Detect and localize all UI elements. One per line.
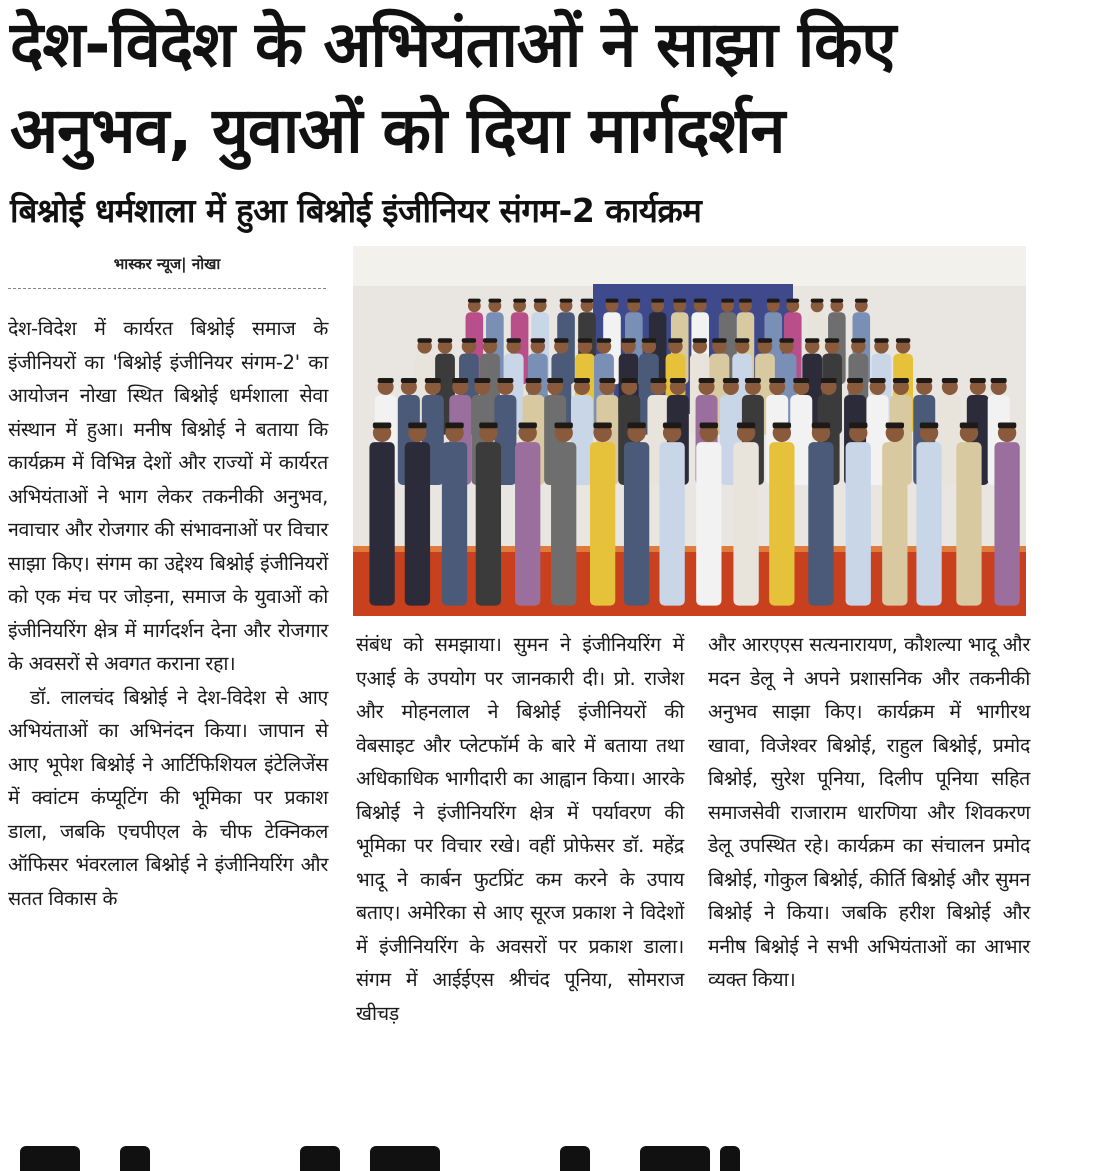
photo-person-hair bbox=[642, 338, 656, 343]
photo-person-hair bbox=[663, 423, 681, 429]
photo-person-hair bbox=[560, 299, 573, 303]
photo-person-hair bbox=[811, 299, 824, 303]
photo-person-hair bbox=[793, 378, 809, 383]
photo-person-hair bbox=[812, 423, 830, 429]
photo-person-hair bbox=[991, 378, 1007, 383]
photo-person-hair bbox=[417, 338, 431, 343]
photo-person-hair bbox=[830, 299, 843, 303]
photo-person-hair bbox=[497, 378, 513, 383]
photo-person-hair bbox=[408, 423, 426, 429]
photo-person-hair bbox=[574, 378, 590, 383]
photo-person-hair bbox=[597, 338, 611, 343]
photo-person-body bbox=[696, 442, 721, 605]
photo-person-body bbox=[551, 442, 576, 605]
photo-person-hair bbox=[606, 299, 619, 303]
photo-person-hair bbox=[519, 423, 537, 429]
photo-person-hair bbox=[960, 423, 978, 429]
photo-person-hair bbox=[821, 378, 837, 383]
photo-person-hair bbox=[627, 423, 645, 429]
photo-person-hair bbox=[870, 378, 886, 383]
photo-person-hair bbox=[893, 378, 909, 383]
photo-person-body bbox=[769, 442, 794, 605]
photo-ceiling bbox=[353, 246, 1026, 286]
photo-person-hair bbox=[779, 338, 793, 343]
photo-person-hair bbox=[970, 378, 986, 383]
photo-person-hair bbox=[694, 299, 707, 303]
photo-person-body bbox=[405, 442, 430, 605]
photo-person-hair bbox=[916, 378, 932, 383]
paragraph: डॉ. लालचंद बिश्नोई ने देश-विदेश से आए अभियंताओं का अभिनंदन किया। जापान से आए भूपेश बिश्नोई ने आर्टिफिशियल इंटेलिजेंस में क्वांटम कंप्यूटिंग की भूमिका पर प्रकाश डाला, जबकि एचपीएल के चीफ टेक्निकल ऑफिसर भंवरलाल बिश्नोई ने इंजीनियरिंग और सतत विकास के bbox=[8, 685, 328, 910]
photo-person-hair bbox=[483, 338, 497, 343]
group-photo bbox=[353, 246, 1026, 616]
photo-person-body bbox=[476, 442, 501, 605]
paragraph: संबंध को समझाया। सुमन ने इंजीनियरिंग में एआई के उपयोग पर जानकारी दी। प्रो. राजेश और मोहनलाल ने बिश्नोई इंजीनियरों की वेबसाइट और प्लेटफॉर्म के बारे में बताया तथा अधिकाधिक भागीदारी का आह्वान किया। आरके बिश्नोई ने इंजीनियरिंग क्षेत्र में पर्यावरण की भूमिका पर विचार रखे। वहीं प्रोफेसर डॉ. महेंद्र भादू ने कार्बन फुटप्रिंट कम करने के उपाय बताए। अमेरिका से आए सूरज प्रकाश ने विदेशों में इंजीनियरिंग के अवसरों पर प्रकाश डाला। संगम में आईईएस श्रीचंद पूनिया, सोमराज खीचड़ bbox=[356, 633, 684, 1025]
photo-person-hair bbox=[849, 423, 867, 429]
photo-person-hair bbox=[712, 338, 726, 343]
photo-person-body bbox=[916, 442, 941, 605]
photo-person-hair bbox=[739, 299, 752, 303]
photo-person-hair bbox=[805, 338, 819, 343]
photo-person-hair bbox=[479, 423, 497, 429]
photo-person-hair bbox=[773, 423, 791, 429]
photo-person-hair bbox=[445, 423, 463, 429]
photo-person-body bbox=[846, 442, 871, 605]
photo-person-hair bbox=[896, 338, 910, 343]
photo-person-body bbox=[515, 442, 540, 605]
photo-person-hair bbox=[650, 378, 666, 383]
photo-person-body bbox=[442, 442, 467, 605]
photo-person-hair bbox=[534, 299, 547, 303]
photo-person-body bbox=[956, 442, 981, 605]
photo-person-body bbox=[659, 442, 684, 605]
photo-person-hair bbox=[531, 338, 545, 343]
subheadline: बिश्नोई धर्मशाला में हुआ बिश्नोई इंजीनियर संगम-2 कार्यक्रम bbox=[10, 191, 702, 230]
photo-person-hair bbox=[847, 378, 863, 383]
photo-person-hair bbox=[700, 423, 718, 429]
byline-divider bbox=[8, 288, 326, 289]
photo-person-hair bbox=[425, 378, 441, 383]
article-column-1 bbox=[8, 312, 328, 915]
article-column-3 bbox=[708, 628, 1030, 997]
photo-person-body bbox=[733, 442, 758, 605]
photo-person-hair bbox=[468, 299, 481, 303]
photo-person-body bbox=[624, 442, 649, 605]
photo-person-hair bbox=[554, 338, 568, 343]
paragraph: देश-विदेश में कार्यरत बिश्नोई समाज के इंजीनियरों का 'बिश्नोई इंजीनियर संगम-2' का आयोजन नोखा स्थित बिश्नोई धर्मशाला सेवा संस्थान में हुआ। मनीष बिश्नोई ने बताया कि कार्यक्रम में विभिन्न देशों और राज्यों में कार्यरत अभियंताओं ने भाग लेकर तकनीकी अनुभव, नवाचार और रोजगार की संभावनाओं पर विचार साझा किए। संगम का उद्देश्य बिश्नोई इंजीनियरों को एक मंच पर जोड़ना, समाज के युवाओं को इंजीनियरिंग क्षेत्र में मार्गदर्शन देना और रोजगार के अवसरों से अवगत कराना रहा। bbox=[8, 317, 328, 675]
headline bbox=[10, 2, 1086, 174]
photo-person-hair bbox=[786, 299, 799, 303]
photo-person-hair bbox=[378, 378, 394, 383]
photo-person-hair bbox=[693, 338, 707, 343]
headline-line-1: देश-विदेश के अभियंताओं ने साझा किए bbox=[10, 8, 896, 81]
photo-person-hair bbox=[627, 299, 640, 303]
photo-person-hair bbox=[513, 299, 526, 303]
photo-person-hair bbox=[670, 378, 686, 383]
photo-person-hair bbox=[526, 378, 542, 383]
photo-person-hair bbox=[886, 423, 904, 429]
photo-person-hair bbox=[735, 338, 749, 343]
photo-person-hair bbox=[554, 423, 572, 429]
photo-person-hair bbox=[758, 338, 772, 343]
photo-person-hair bbox=[737, 423, 755, 429]
photo-person-hair bbox=[855, 299, 868, 303]
photo-person-hair bbox=[920, 423, 938, 429]
photo-person-body bbox=[369, 442, 394, 605]
photo-person-body bbox=[882, 442, 907, 605]
photo-person-body bbox=[808, 442, 833, 605]
next-headline-fragment bbox=[0, 1146, 1096, 1171]
photo-person-hair bbox=[942, 378, 958, 383]
photo-person-hair bbox=[373, 423, 391, 429]
byline: भास्कर न्यूज| नोखा bbox=[113, 255, 221, 273]
photo-person-hair bbox=[488, 299, 501, 303]
photo-person-hair bbox=[668, 338, 682, 343]
photo-person-body bbox=[994, 442, 1019, 605]
photo-person-body bbox=[590, 442, 615, 605]
photo-person-hair bbox=[851, 338, 865, 343]
photo-person-hair bbox=[998, 423, 1016, 429]
photo-person-hair bbox=[593, 423, 611, 429]
photo-person-hair bbox=[507, 338, 521, 343]
photo-person-hair bbox=[721, 299, 734, 303]
photo-person-hair bbox=[723, 378, 739, 383]
photo-person-hair bbox=[767, 299, 780, 303]
photo-person-hair bbox=[745, 378, 761, 383]
article-column-2 bbox=[356, 628, 684, 1030]
photo-person-hair bbox=[401, 378, 417, 383]
photo-person-hair bbox=[599, 378, 615, 383]
photo-person-hair bbox=[581, 299, 594, 303]
paragraph: और आरएएस सत्यनारायण, कौशल्या भादू और मदन डेलू ने अपने प्रशासनिक और तकनीकी अनुभव साझा किए। कार्यक्रम में भागीरथ खावा, विजेश्वर बिश्नोई, राहुल बिश्नोई, प्रमोद बिश्नोई, सुरेश पूनिया, दिलीप पूनिया सहित समाजसेवी राजाराम धारणिया और शिवकरण डेलू उपस्थित रहे। कार्यक्रम का संचालन प्रमोद बिश्नोई, गोकुल बिश्नोई, कीर्ति बिश्नोई और सुमन बिश्नोई ने किया। जबकि हरीश बिश्नोई और मनीष बिश्नोई ने सभी अभियंताओं का आभार व्यक्त किया। bbox=[708, 633, 1030, 991]
photo-person-hair bbox=[699, 378, 715, 383]
photo-person-hair bbox=[474, 378, 490, 383]
group-photo-image bbox=[353, 246, 1026, 616]
photo-person-hair bbox=[438, 338, 452, 343]
headline-line-2: अनुभव, युवाओं को दिया मार्गदर्शन bbox=[10, 94, 785, 167]
photo-person-hair bbox=[578, 338, 592, 343]
photo-person-hair bbox=[874, 338, 888, 343]
photo-person-hair bbox=[452, 378, 468, 383]
photo-person-hair bbox=[651, 299, 664, 303]
photo-person-hair bbox=[462, 338, 476, 343]
photo-person-hair bbox=[825, 338, 839, 343]
photo-person-hair bbox=[673, 299, 686, 303]
photo-person-hair bbox=[769, 378, 785, 383]
photo-person-hair bbox=[621, 378, 637, 383]
photo-person-hair bbox=[547, 378, 563, 383]
photo-person-hair bbox=[621, 338, 635, 343]
